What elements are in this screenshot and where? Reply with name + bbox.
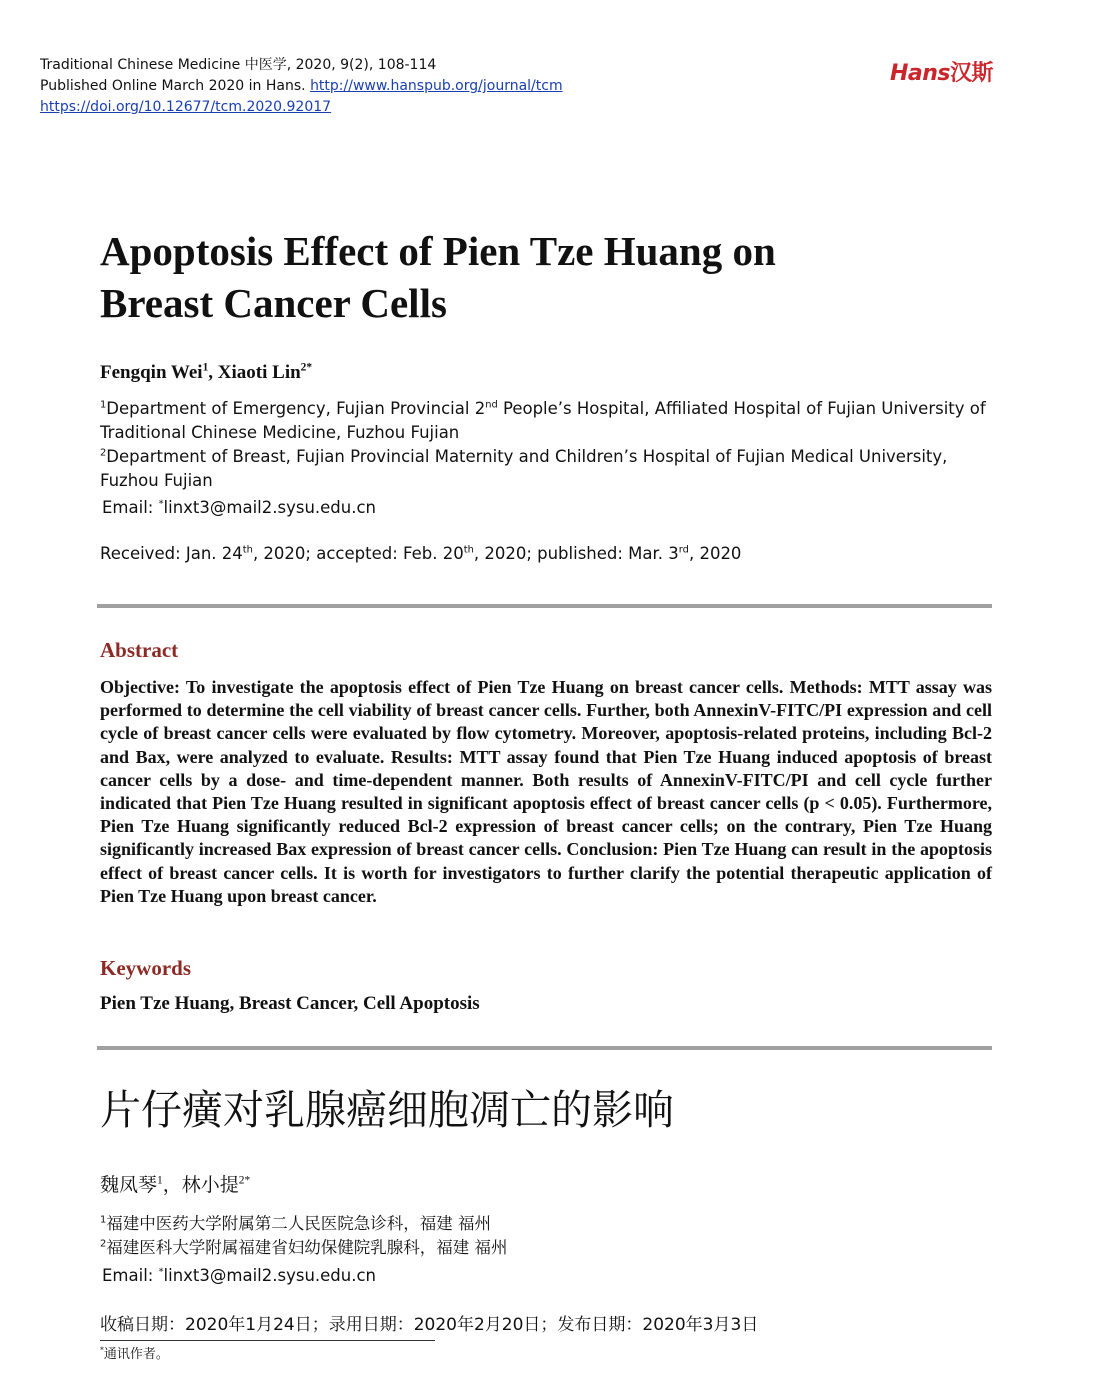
logo-latin: Hans	[890, 61, 951, 86]
corresponding-mark: *	[158, 1266, 164, 1278]
hans-logo	[890, 56, 993, 87]
corresponding-author-footnote: *通讯作者。	[100, 1345, 169, 1362]
abstract-text: Objective: To investigate the apoptosis effect of Pien Tze Huang on breast cancer cells. Methods: MTT assay was performed to determine the cell viability of breast cancer cells. Further, both AnnexinV-FITC/PI expression and cell cycle of breast cancer cells were evaluated by flow cytometry. Moreover, apoptosis-related proteins, including Bcl-2 and Bax, were analyzed to evaluate. Results: MTT assay found that Pien Tze Huang induced apoptosis of breast cancer cells by a dose- and time-dependent manner. Both results of AnnexinV-FITC/PI and cell cycle further indicated that Pien Tze Huang resulted in significant apoptosis effect of breast cancer cells (p < 0.05). Furthermore, Pien Tze Huang significantly reduced Bcl-2 expression of breast cancer cells; on the contrary, Pien Tze Huang significantly increased Bax expression of breast cancer cells. Conclusion: Pien Tze Huang can result in the apoptosis effect of breast cancer cells. It is worth for investigators to further clarify the potential therapeutic application of Pien Tze Huang upon breast cancer.	[100, 677, 992, 906]
section-divider	[97, 604, 992, 608]
chinese-title: 片仔癀对乳腺癌细胞凋亡的影响	[100, 1086, 674, 1134]
keywords-heading: Keywords	[100, 956, 191, 980]
title-line-1: Apoptosis Effect of Pien Tze Huang on	[100, 228, 776, 274]
affiliations	[100, 397, 1000, 493]
chinese-affiliation-1: $^1$福建中医药大学附属第二人民医院急诊科，福建 福州	[100, 1214, 492, 1233]
published-prefix: Published Online March 2020 in Hans.	[40, 78, 306, 94]
corresponding-mark: *	[158, 498, 164, 510]
author-list	[100, 362, 312, 384]
email-address[interactable]: linxt3@mail2.sysu.edu.cn	[163, 1266, 377, 1285]
journal-header	[40, 55, 740, 118]
email-label: Email:	[102, 498, 154, 517]
abstract-heading: Abstract	[100, 638, 179, 662]
chinese-affiliation-2: $^2$福建医科大学附属福建省妇幼保健院乳腺科，福建 福州	[100, 1238, 508, 1257]
keywords-text: Pien Tze Huang, Breast Cancer, Cell Apoptosis	[100, 993, 480, 1014]
author-name: 魏凤琴	[100, 1175, 158, 1196]
email-line	[102, 498, 376, 517]
email-label: Email:	[102, 1266, 154, 1285]
logo-cn: 汉斯	[950, 61, 994, 86]
title-line-2: Breast Cancer Cells	[100, 280, 447, 326]
email-address[interactable]: linxt3@mail2.sysu.edu.cn	[163, 498, 377, 517]
chinese-affiliations	[100, 1212, 508, 1260]
author-name: Xiaoti Lin	[217, 362, 301, 383]
affiliation-1: $^1$Department of Emergency, Fujian Provincial 2nd People’s Hospital, Affiliated Hospital of Fujian University of Traditional Chinese Medicine, Fuzhou Fujian	[100, 399, 986, 442]
author-affil-mark: 2*	[300, 361, 313, 374]
footnote-divider	[100, 1340, 435, 1341]
author-affil-mark: 1	[202, 361, 209, 374]
chinese-author-list: 魏凤琴$^1$，林小提$^{2*}$	[100, 1174, 251, 1196]
author-name: Fengqin Wei	[100, 362, 203, 383]
author-name: 林小提	[181, 1175, 239, 1196]
section-divider	[97, 1046, 992, 1050]
paper-title	[100, 225, 980, 329]
journal-citation: Traditional Chinese Medicine 中医学, 2020, 9(2), 108-114	[40, 57, 437, 73]
publication-line	[40, 76, 740, 97]
journal-link[interactable]: http://www.hanspub.org/journal/tcm	[310, 78, 563, 94]
chinese-email-line	[102, 1266, 376, 1285]
affiliation-2: $^2$Department of Breast, Fujian Provincial Maternity and Children’s Hospital of Fujian Medical University, Fuzhou Fujian	[100, 447, 948, 490]
chinese-received-dates: 收稿日期：2020年1月24日；录用日期：2020年2月20日；发布日期：2020年3月3日	[100, 1315, 759, 1335]
doi-link[interactable]: https://doi.org/10.12677/tcm.2020.92017	[40, 99, 332, 115]
received-dates: Received: Jan. 24th, 2020; accepted: Feb. 20th, 2020; published: Mar. 3rd, 2020	[100, 544, 742, 563]
author-separator: ,	[208, 362, 218, 383]
